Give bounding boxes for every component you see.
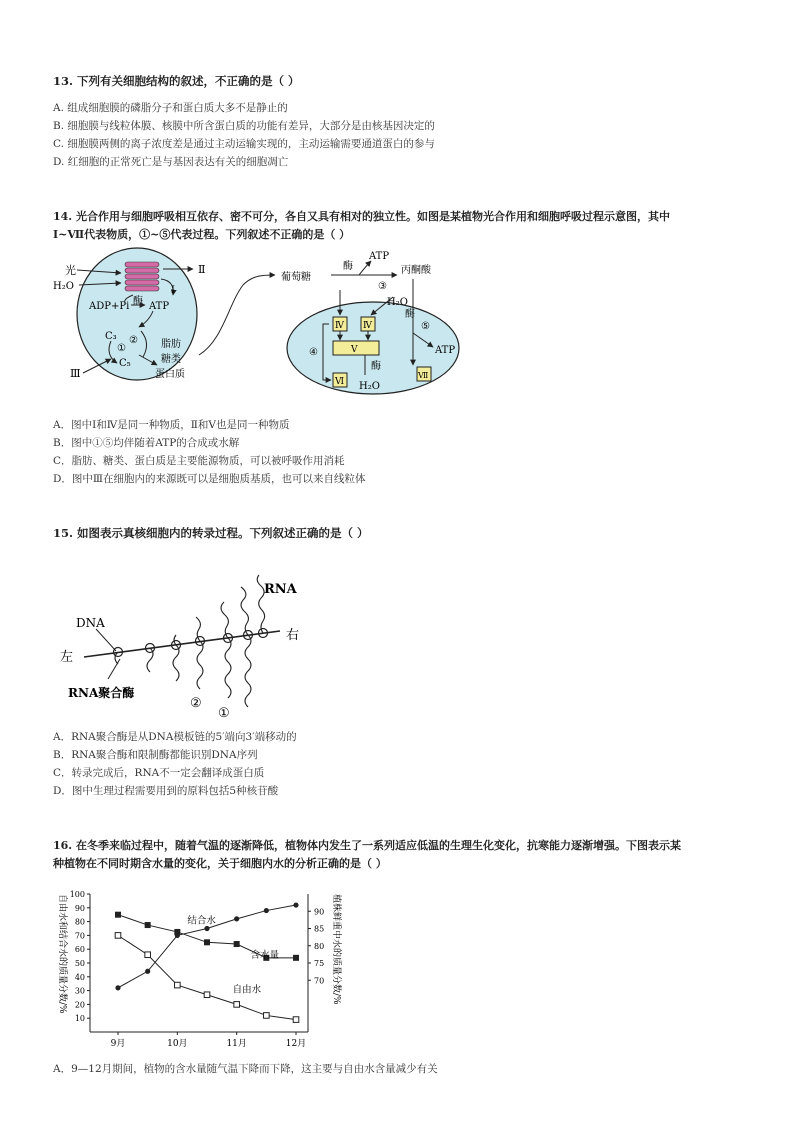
c5-label: C₅ bbox=[119, 358, 131, 369]
rna-label: RNA bbox=[264, 582, 297, 597]
thylakoid-stack bbox=[125, 262, 159, 291]
substance-iv-left: Ⅳ bbox=[335, 321, 344, 331]
point-0 bbox=[115, 985, 120, 990]
q15-option-a: A．RNA聚合酶是从DNA模板链的5′端向3′端移动的 bbox=[53, 731, 297, 743]
c3-label: C₃ bbox=[105, 331, 117, 342]
right-tick-label: 70 bbox=[314, 976, 325, 986]
q14-stem-line2: Ⅰ~Ⅶ代表物质，①~⑤代表过程。下列叙述不正确的是（ ） bbox=[53, 228, 351, 241]
point-0 bbox=[264, 908, 269, 913]
enzyme-label-3: 酶 bbox=[405, 309, 415, 320]
y-axis-label-left: 自由水和结合水的质量分数/% bbox=[57, 894, 67, 1014]
pyruvate-label: 丙酮酸 bbox=[401, 265, 431, 276]
light-label: 光 bbox=[65, 264, 76, 277]
left-tick-label: 10 bbox=[74, 1014, 85, 1024]
left-tick-label: 30 bbox=[74, 986, 85, 996]
left-tick-label: 100 bbox=[69, 890, 85, 899]
q13-option-a: A. 组成细胞膜的磷脂分子和蛋白质大多不是静止的 bbox=[53, 102, 288, 114]
left-label: 左 bbox=[60, 650, 74, 665]
point-2 bbox=[234, 941, 240, 947]
adp-label: ADP+Pi bbox=[89, 301, 130, 312]
process-2: ② bbox=[129, 335, 138, 346]
q16-chart bbox=[50, 880, 350, 1055]
q15-stem: 15. 如图表示真核细胞内的转录过程。下列叙述正确的是（ ） bbox=[53, 526, 369, 540]
point-2 bbox=[174, 929, 180, 935]
substance-vi: Ⅵ bbox=[335, 377, 345, 387]
q16-option-a: A．9—12月期间，植物的含水量随气温下降而下降，这主要与自由水含量减少有关 bbox=[53, 1063, 438, 1075]
q14-option-a: A．图中Ⅰ和Ⅳ是同一种物质，Ⅱ和Ⅴ也是同一种物质 bbox=[53, 419, 290, 431]
process-1: ① bbox=[117, 343, 126, 354]
substance-i: Ⅰ bbox=[171, 285, 175, 296]
x-tick-label: 10月 bbox=[167, 1039, 188, 1049]
process-3: ③ bbox=[378, 281, 387, 292]
sugar-label: 糖类 bbox=[161, 354, 181, 365]
marker-2: ② bbox=[190, 696, 202, 711]
atp-label-1: ATP bbox=[149, 301, 170, 312]
q15-diagram bbox=[58, 555, 318, 725]
h2o-label-mid: H₂O bbox=[387, 297, 408, 308]
enzyme-label-4: 酶 bbox=[371, 361, 381, 372]
point-0 bbox=[293, 902, 298, 907]
q15-option-c: C．转录完成后，RNA不一定会翻译成蛋白质 bbox=[53, 767, 265, 779]
polymerase-label: RNA聚合酶 bbox=[68, 686, 135, 700]
q16-stem-line1: 16. 在冬季来临过程中，随着气温的逐渐降低，植物体内发生了一系列适应低温的生理生化变化，抗寒能力逐渐增强。下图表示某 bbox=[53, 839, 681, 852]
point-1 bbox=[115, 933, 121, 939]
q14-option-c: C．脂肪、糖类、蛋白质是主要能源物质，可以被呼吸作用消耗 bbox=[53, 455, 345, 467]
h2o-label-left: H₂O bbox=[53, 281, 74, 292]
point-2 bbox=[204, 939, 210, 945]
fat-label: 脂肪 bbox=[161, 339, 181, 350]
rna-strands bbox=[115, 575, 265, 707]
q14-diagram bbox=[53, 245, 493, 395]
point-1 bbox=[293, 1017, 299, 1023]
point-1 bbox=[204, 992, 210, 998]
point-0 bbox=[204, 926, 209, 931]
protein-label: 蛋白质 bbox=[155, 369, 185, 380]
process-4: ④ bbox=[309, 347, 318, 358]
substance-v: Ⅴ bbox=[351, 345, 358, 355]
substance-iv-right: Ⅳ bbox=[363, 321, 372, 331]
q14-stem-line1: 14. 光合作用与细胞呼吸相互依存、密不可分，各自又具有相对的独立性。如图是某植物光合作用和细胞呼吸过程示意图，其中 bbox=[53, 210, 670, 223]
q13-option-c: C. 细胞膜两侧的离子浓度差是通过主动运输实现的，主动运输需要通道蛋白的参与 bbox=[53, 138, 435, 150]
x-tick-label: 11月 bbox=[226, 1039, 247, 1049]
right-tick-label: 90 bbox=[314, 907, 325, 917]
q13-stem: 13. 下列有关细胞结构的叙述，不正确的是（ ） bbox=[53, 74, 300, 88]
left-tick-label: 70 bbox=[74, 931, 85, 941]
marker-1: ① bbox=[218, 706, 230, 721]
q13-option-d: D. 红细胞的正常死亡是与基因表达有关的细胞凋亡 bbox=[53, 156, 289, 168]
series-label-1: 自由水 bbox=[232, 984, 262, 996]
dna-label: DNA bbox=[76, 616, 105, 630]
left-tick-label: 80 bbox=[74, 917, 85, 927]
enzyme-label-2: 酶 bbox=[343, 261, 353, 272]
series-line-1 bbox=[118, 935, 296, 1019]
series-label-0: 结合水 bbox=[187, 915, 216, 927]
h2o-label-bottom: H₂O bbox=[359, 381, 380, 392]
point-1 bbox=[175, 982, 181, 988]
point-2 bbox=[145, 922, 151, 928]
right-tick-label: 85 bbox=[314, 924, 325, 934]
substance-vii: Ⅶ bbox=[418, 371, 429, 380]
substance-ii: Ⅱ bbox=[198, 263, 206, 276]
point-0 bbox=[145, 969, 150, 974]
substance-iii: Ⅲ bbox=[70, 367, 81, 380]
right-label: 右 bbox=[286, 628, 300, 643]
point-0 bbox=[234, 916, 239, 921]
right-tick-label: 75 bbox=[314, 959, 325, 968]
right-tick-label: 80 bbox=[314, 941, 325, 951]
series-label-2: 含水量 bbox=[250, 950, 280, 962]
process-5: ⑤ bbox=[421, 321, 430, 332]
left-tick-label: 20 bbox=[74, 1000, 85, 1010]
glucose-label: 葡萄糖 bbox=[281, 272, 311, 283]
point-1 bbox=[145, 952, 151, 958]
left-tick-label: 90 bbox=[74, 903, 85, 913]
q15-option-b: B．RNA聚合酶和限制酶都能识别DNA序列 bbox=[53, 749, 258, 761]
point-1 bbox=[264, 1013, 270, 1019]
enzyme-label-1: 酶 bbox=[133, 296, 143, 307]
atp-label-3: ATP bbox=[435, 345, 456, 356]
y-axis-label-right: 植株鲜重中水的质量分数/% bbox=[331, 894, 341, 1005]
q14-option-d: D．图中Ⅲ在细胞内的来源既可以是细胞质基质，也可以来自线粒体 bbox=[53, 473, 366, 485]
x-tick-label: 12月 bbox=[285, 1039, 307, 1049]
q14-option-b: B．图中①⑤均伴随着ATP的合成或水解 bbox=[53, 437, 240, 449]
point-2 bbox=[115, 912, 121, 918]
q15-option-d: D．图中生理过程需要用到的原料包括5种核苷酸 bbox=[53, 785, 279, 797]
q16-stem-line2: 种植物在不同时期含水量的变化，关于细胞内水的分析正确的是（ ） bbox=[53, 857, 387, 870]
q13-option-b: B. 细胞膜与线粒体膜、核膜中所含蛋白质的功能有差异，大部分是由核基因决定的 bbox=[53, 120, 435, 132]
left-tick-label: 50 bbox=[74, 959, 85, 968]
point-2 bbox=[293, 955, 299, 961]
left-tick-label: 60 bbox=[74, 945, 85, 955]
point-1 bbox=[234, 1002, 240, 1008]
atp-label-2: ATP bbox=[369, 251, 390, 262]
left-tick-label: 40 bbox=[74, 972, 85, 982]
x-tick-label: 9月 bbox=[110, 1039, 126, 1049]
